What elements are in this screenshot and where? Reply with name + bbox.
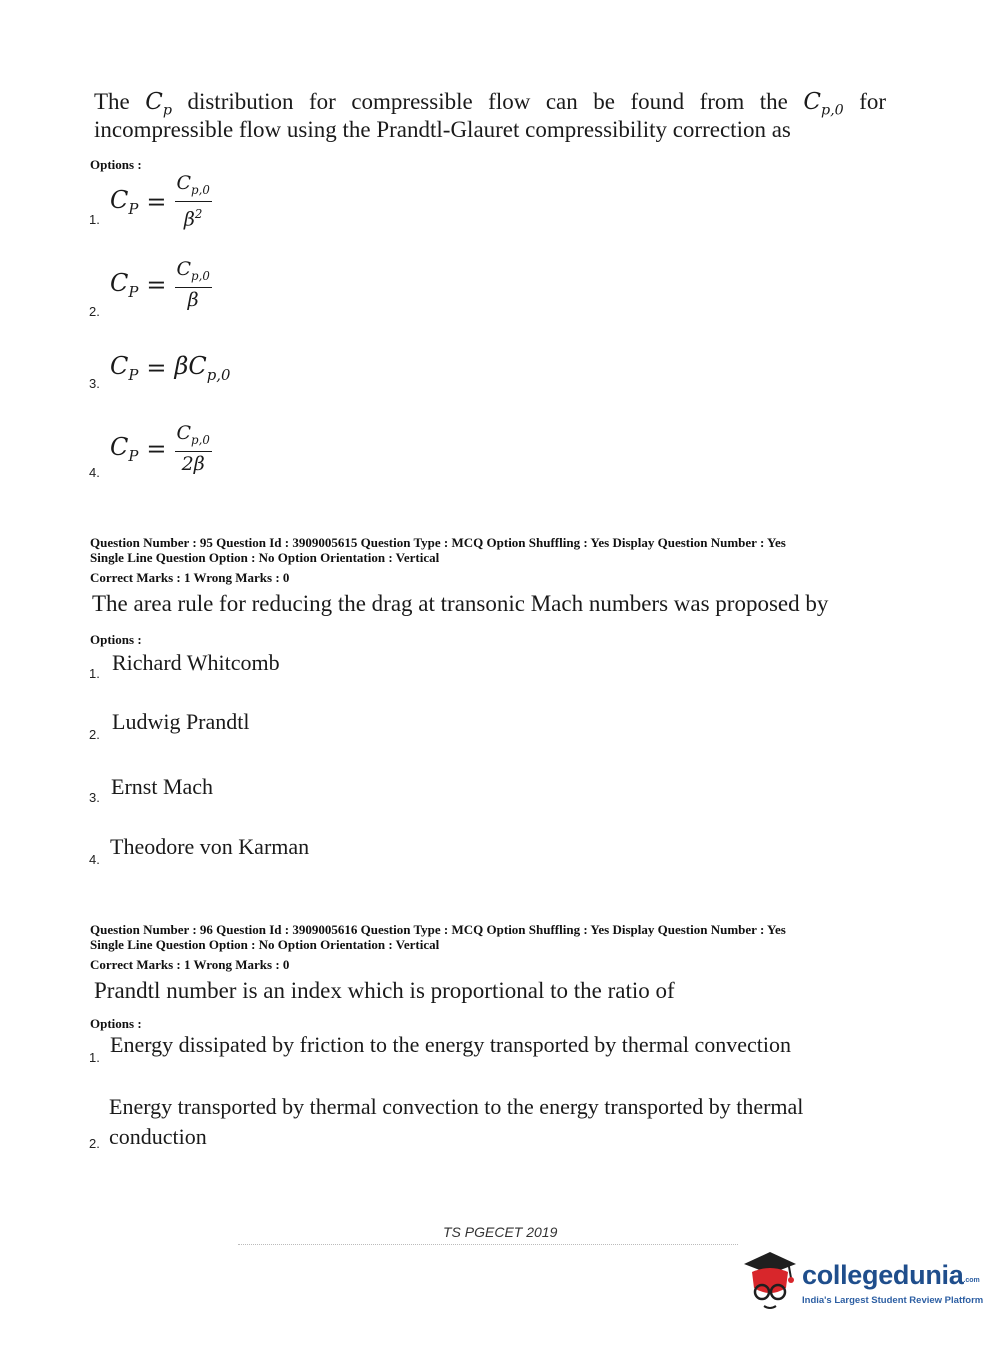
q95-stem: The area rule for reducing the drag at transonic Mach numbers was proposed by: [92, 591, 829, 616]
mascot-icon: [740, 1248, 804, 1318]
q94-option-1[interactable]: [88, 172, 288, 232]
option-text: Theodore von Karman: [110, 834, 310, 859]
q94-option-4[interactable]: [88, 422, 288, 484]
q96-meta-line2: Single Line Question Option : No Option Orientation : Vertical: [90, 937, 440, 952]
option-number: 2.: [89, 727, 100, 742]
q94-option-2[interactable]: [88, 258, 288, 324]
q95-meta-line1: Question Number : 95 Question Id : 3909005615 Question Type : MCQ Option Shuffling : Yes Display Question Number : Yes: [90, 535, 786, 550]
q94-option-3[interactable]: [88, 352, 288, 394]
q95-marks: Correct Marks : 1 Wrong Marks : 0: [90, 570, 290, 585]
option-number: 3.: [89, 376, 100, 391]
option-text-line1: Energy transported by thermal convection to the energy transported by thermal: [109, 1094, 804, 1119]
q96-stem: Prandtl number is an index which is proportional to the ratio of: [94, 978, 675, 1003]
q96-marks: Correct Marks : 1 Wrong Marks : 0: [90, 957, 290, 972]
brand-suffix: .com: [963, 1276, 980, 1284]
q94-options-label: Options :: [90, 157, 142, 172]
option-number: 1.: [89, 666, 100, 681]
q96-option-2[interactable]: [88, 1094, 888, 1154]
q94-word: The: [94, 89, 130, 114]
q94-word: the: [759, 89, 788, 114]
q95-option-4[interactable]: [88, 834, 388, 870]
collegedunia-logo[interactable]: [740, 1248, 984, 1318]
formula: $C_P = \beta C_{p,0}$: [110, 352, 231, 384]
q94-word: found: [630, 89, 685, 114]
brand-wordmark: [802, 1260, 980, 1291]
option-number: 4.: [89, 465, 100, 480]
cp0-symbol: $C_{p,0}$: [803, 89, 844, 119]
q96-option-1[interactable]: [88, 1032, 888, 1066]
option-number: 1.: [89, 1050, 100, 1065]
footer-dotted-rule: [238, 1244, 738, 1245]
q94-word: from: [699, 89, 745, 114]
q94-word: be: [593, 89, 615, 114]
q94-word: for: [309, 89, 336, 114]
formula: $C_P$ = $\frac{C_{p,0}}{2\beta}$: [110, 422, 210, 475]
q94-stem-line2: incompressible flow using the Prandtl-Glauret compressibility correction as: [94, 117, 791, 142]
q94-word: for: [859, 89, 887, 114]
q95-option-3[interactable]: [88, 774, 388, 808]
q96-options-label: Options :: [90, 1016, 142, 1031]
option-text-line2: conduction: [109, 1124, 207, 1149]
q94-word: can: [545, 89, 578, 114]
q94-word: compressible: [351, 89, 473, 114]
q96-meta-line1: Question Number : 96 Question Id : 3909005616 Question Type : MCQ Option Shuffling : Yes Display Question Number : Yes: [90, 922, 786, 937]
option-text: Richard Whitcomb: [112, 650, 280, 675]
brand-tagline: India's Largest Student Review Platform: [802, 1295, 984, 1306]
cp-symbol: $C_p$: [145, 89, 172, 119]
option-number: 2.: [89, 304, 100, 319]
option-text: Energy dissipated by friction to the energy transported by thermal convection: [110, 1032, 792, 1057]
q94-word: distribution: [187, 89, 294, 114]
exam-name: TS PGECET 2019: [443, 1224, 558, 1240]
brand-name: collegedunia: [802, 1260, 964, 1290]
q95-option-1[interactable]: [88, 650, 388, 682]
q95-option-2[interactable]: [88, 709, 388, 743]
option-text: Ludwig Prandtl: [112, 709, 250, 734]
option-text: Ernst Mach: [111, 774, 214, 799]
option-number: 4.: [89, 852, 100, 867]
formula: $C_P$ = $\frac{C_{p,0}}{\beta}$: [110, 258, 210, 311]
q94-word: flow: [488, 89, 531, 114]
option-number: 3.: [89, 790, 100, 805]
option-number: 2.: [89, 1136, 100, 1151]
q95-meta-line2: Single Line Question Option : No Option Orientation : Vertical: [90, 550, 440, 565]
option-number: 1.: [89, 212, 100, 227]
q95-options-label: Options :: [90, 632, 142, 647]
formula: $C_P$ = $\frac{C_{p,0}}{\beta^2}$: [110, 172, 210, 231]
